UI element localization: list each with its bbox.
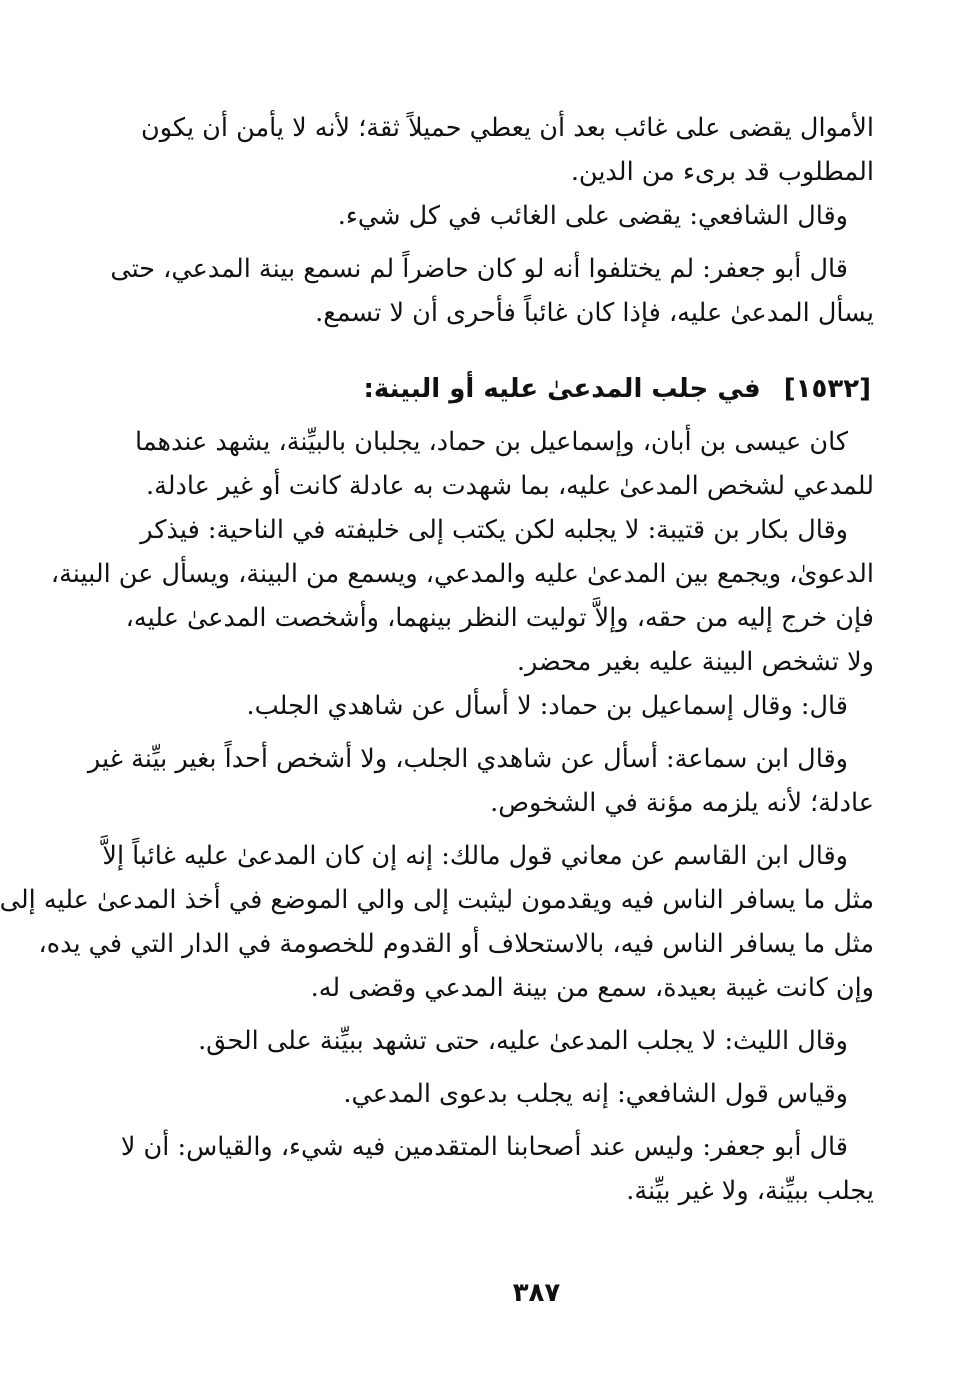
text-line: قال: وقال إسماعيل بن حماد: لا أسأل عن شاهدي الجلب. [246,691,848,721]
body-text-main [0,420,874,1213]
text-line: وقال ابن سماعة: أسأل عن شاهدي الجلب، ولا أشخص أحداً بغير بيِّنة غير [87,744,848,774]
text-line: وإن كانت غيبة بعيدة، سمع من بينة المدعي وقضى له. [310,973,874,1003]
text-line: يجلب ببيِّنة، ولا غير بيِّنة. [626,1176,874,1206]
text-line: قال أبو جعفر: لم يختلفوا أنه لو كان حاضراً لم نسمع بينة المدعي، حتى [110,254,848,284]
text-line: الأموال يقضى على غائب بعد أن يعطي حميلاً ثقة؛ لأنه لا يأمن أن يكون [140,113,874,143]
section-title: في جلب المدعىٰ عليه أو البينة: [363,374,761,404]
text-line: وقال ابن القاسم عن معاني قول مالك: إنه إن كان المدعىٰ عليه غائباً إلاَّ [102,841,848,871]
section-heading [199,367,871,411]
page-number: ٣٨٧ [512,1278,561,1308]
text-line: ولا تشخص البينة عليه بغير محضر. [516,647,874,677]
text-line: وقياس قول الشافعي: إنه يجلب بدعوى المدعي. [343,1079,848,1109]
text-line: قال أبو جعفر: وليس عند أصحابنا المتقدمين فيه شيء، والقياس: أن لا [120,1132,848,1162]
text-line: المطلوب قد برىء من الدين. [570,157,874,187]
section-number: [١٥٣٢] [783,374,871,404]
text-line: عادلة؛ لأنه يلزمه مؤنة في الشخوص. [490,788,874,818]
text-line: مثل ما يسافر الناس فيه، بالاستحلاف أو القدوم للخصومة في الدار التي في يده، [38,929,874,959]
text-line: الدعوىٰ، ويجمع بين المدعىٰ عليه والمدعي، ويسمع من البينة، ويسأل عن البينة، [50,559,874,589]
text-line: وقال بكار بن قتيبة: لا يجلبه لكن يكتب إلى خليفته في الناحية: فيذكر [140,515,848,545]
text-line: فإن خرج إليه من حقه، وإلاَّ توليت النظر بينهما، وأشخصت المدعىٰ عليه، [125,603,874,633]
body-text-top [110,106,874,335]
text-line: يسأل المدعىٰ عليه، فإذا كان غائباً فأحرى أن لا تسمع. [315,298,874,328]
text-line: كان عيسى بن أبان، وإسماعيل بن حماد، يجلبان بالبيِّنة، يشهد عندهما [135,427,848,457]
text-line: وقال الليث: لا يجلب المدعىٰ عليه، حتى تشهد ببيِّنة على الحق. [198,1026,848,1056]
text-line: مثل ما يسافر الناس فيه ويقدمون ليثبت إلى والي الموضع في أخذ المدعىٰ عليه إلى [0,885,874,915]
text-line: وقال الشافعي: يقضى على الغائب في كل شيء. [337,201,848,231]
text-line: للمدعي لشخص المدعىٰ عليه، بما شهدت به عادلة كانت أو غير عادلة. [146,471,874,501]
